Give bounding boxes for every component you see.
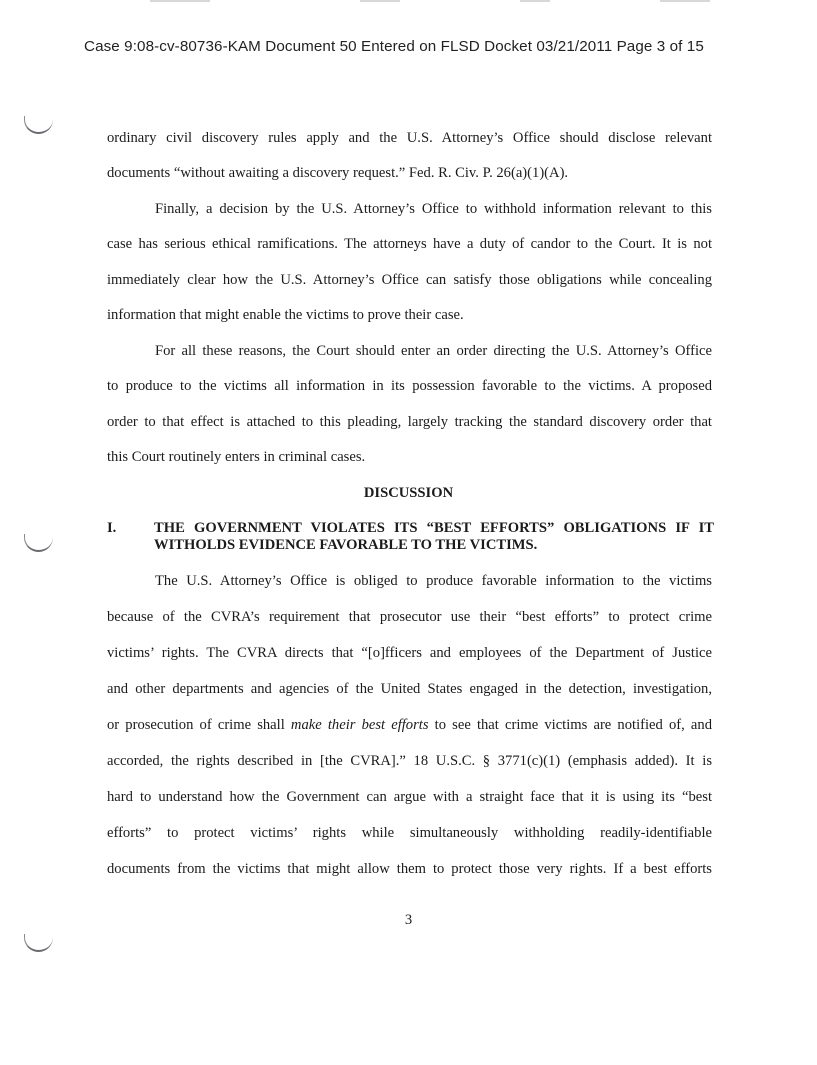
paragraph-line: efforts” to protect victims’ rights while simultaneously withholding readily-identifiable [107,825,712,841]
paragraph-line: this Court routinely enters in criminal cases. [107,449,366,465]
paragraph-line: The U.S. Attorney’s Office is obliged to produce favorable information to the victims [155,573,712,589]
paragraph-line: ordinary civil discovery rules apply and the U.S. Attorney’s Office should disclose relevant [107,130,712,146]
paragraph-line: victims’ rights. The CVRA directs that “[o]fficers and employees of the Department of Justice [107,645,712,661]
paragraph-line: because of the CVRA’s requirement that prosecutor use their “best efforts” to protect crime [107,609,712,625]
paragraph-line: hard to understand how the Government can argue with a straight face that it is using its “best [107,789,712,805]
heading-line: THE GOVERNMENT VIOLATES ITS “BEST EFFORTS” OBLIGATIONS IF IT [154,520,714,536]
text-run: to see that crime victims are notified of, and [428,717,712,733]
paragraph-line: information that might enable the victims to prove their case. [107,307,464,323]
paragraph-line: accorded, the rights described in [the CVRA].” 18 U.S.C. § 3771(c)(1) (emphasis added). It is [107,753,712,769]
heading-line: WITHOLDS EVIDENCE FAVORABLE TO THE VICTIMS. [154,537,538,553]
text-run: or prosecution of crime shall [107,717,291,733]
punch-hole-icon [24,116,53,134]
heading-number: I. [107,520,117,536]
paragraph-line: For all these reasons, the Court should enter an order directing the U.S. Attorney’s Office [155,343,712,359]
paragraph-line: Finally, a decision by the U.S. Attorney’s Office to withhold information relevant to this [155,201,712,217]
paragraph-line-emphasis [107,718,712,733]
scan-top-marks [0,0,817,4]
paragraph-line: to produce to the victims all information in its possession favorable to the victims. A proposed [107,378,712,394]
paragraph-line: documents from the victims that might allow them to protect those very rights. If a best efforts [107,861,712,877]
paragraph-line: case has serious ethical ramifications. The attorneys have a duty of candor to the Court. It is not [107,236,712,252]
paragraph-line: order to that effect is attached to this pleading, largely tracking the standard discovery order that [107,414,712,430]
page-number: 3 [404,912,413,928]
punch-hole-icon [24,934,53,952]
section-heading [154,520,714,554]
punch-hole-icon [24,534,53,552]
paragraph-line: documents “without awaiting a discovery request.” Fed. R. Civ. P. 26(a)(1)(A). [107,165,569,181]
paragraph-line: immediately clear how the U.S. Attorney’s Office can satisfy those obligations while concealing [107,272,712,288]
emphasis-text: make their best efforts [290,717,429,733]
paragraph-line: and other departments and agencies of the United States engaged in the detection, investigation, [107,681,712,697]
section-title: DISCUSSION [363,485,454,501]
docket-header: Case 9:08-cv-80736-KAM Document 50 Entered on FLSD Docket 03/21/2011 Page 3 of 15 [84,38,704,55]
